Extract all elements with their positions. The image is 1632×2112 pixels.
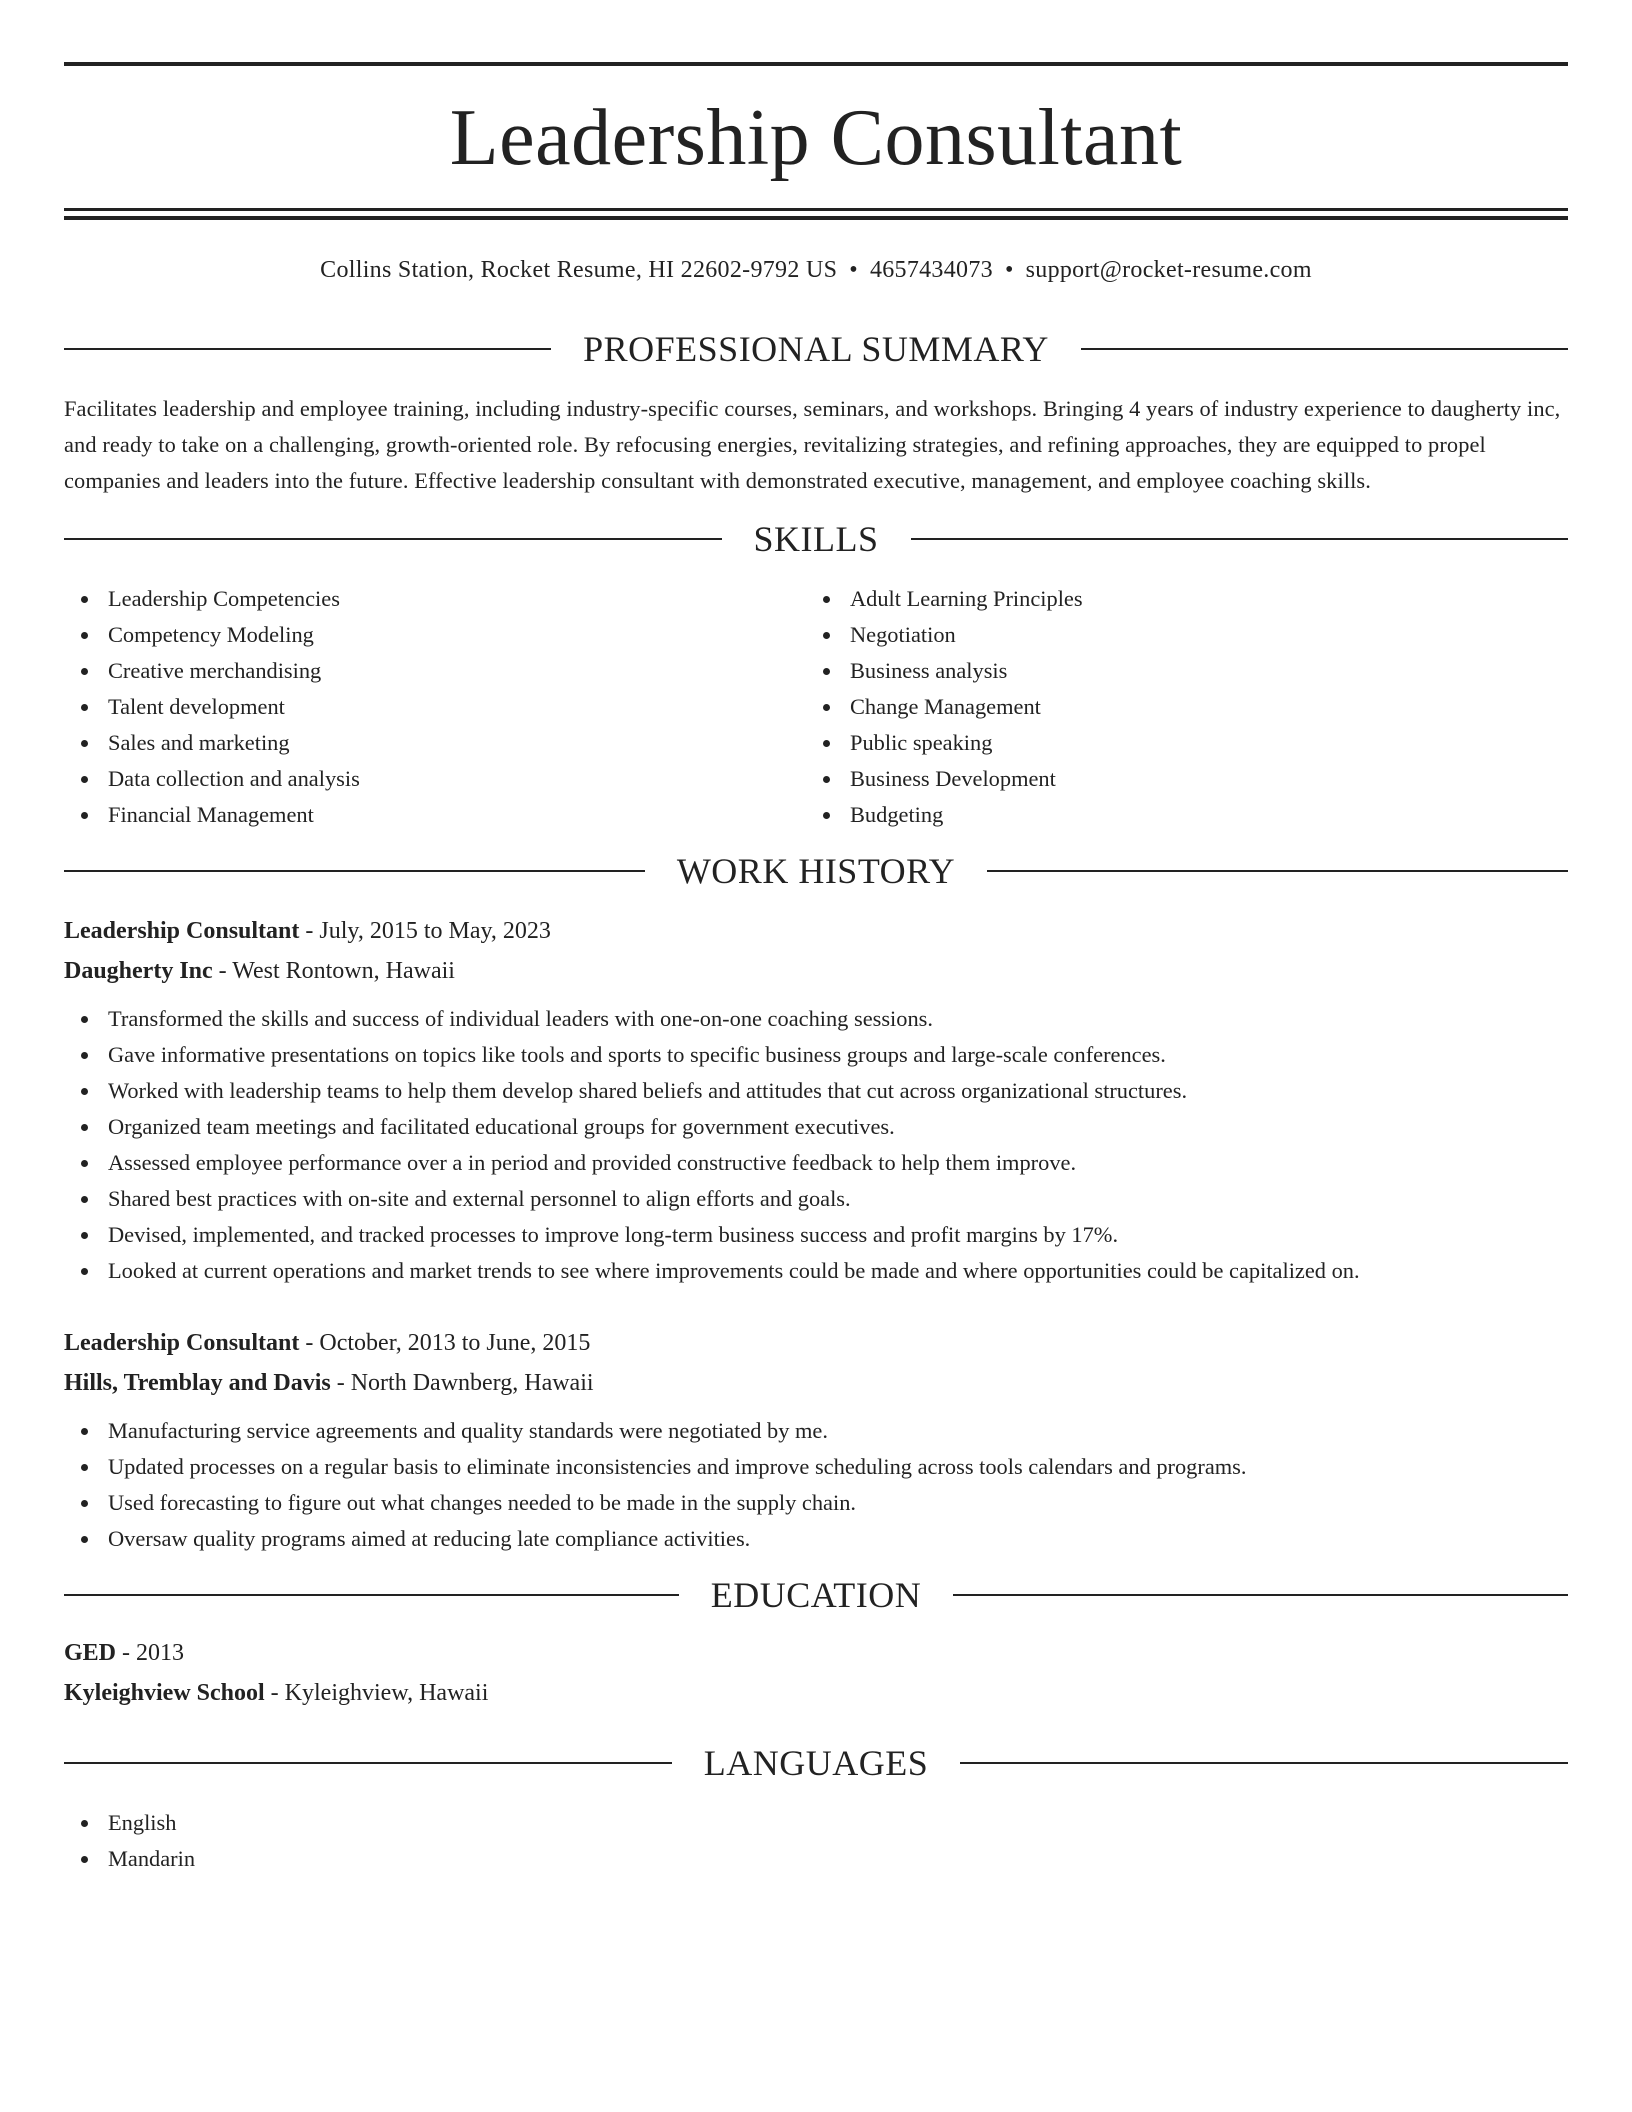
job-bullet: Worked with leadership teams to help them develop shared beliefs and attitudes that cut across organizational structures. [64,1073,1568,1109]
education-heading [64,1577,1568,1613]
contact-separator: • [849,257,858,283]
skill-item: Sales and marketing [64,725,806,761]
job-company-line [64,951,1568,991]
job-bullet: Oversaw quality programs aimed at reducing late compliance activities. [64,1521,1568,1557]
skill-item: Business analysis [806,653,1568,689]
job-bullet: Looked at current operations and market trends to see where improvements could be made and where opportunities could be capitalized on. [64,1253,1568,1289]
job-title-line [64,1323,1568,1363]
skills-heading [64,521,1568,557]
contact-email: support@rocket-resume.com [1025,257,1312,283]
summary-text: Facilitates leadership and employee training, including industry-specific courses, seminars, and workshops. Bringing 4 years of industry experience to daugherty inc, and ready to take on a challenging, growth-oriented role. By refocusing energies, revitalizing strategies, and refining approaches, they are equipped to propel companies and leaders into the future. Effective leadership consultant with demonstrated executive, management, and employee coaching skills. [64,396,1561,493]
skill-item: Budgeting [806,797,1568,833]
education-year: - 2013 [116,1640,185,1666]
summary-title: PROFESSIONAL SUMMARY [583,329,1049,369]
education-title: EDUCATION [710,1575,922,1615]
job-company-line [64,1363,1568,1403]
resume-page [64,62,1568,1877]
contact-line [64,257,1568,287]
job-role: Leadership Consultant [64,918,300,944]
skills-title: SKILLS [753,519,879,559]
contact-phone: 4657434073 [869,257,993,283]
job-bullet: Manufacturing service agreements and quality standards were negotiated by me. [64,1413,1568,1449]
job-dates: - July, 2015 to May, 2023 [299,918,551,944]
work-title: WORK HISTORY [676,851,956,891]
contact-separator: • [1004,257,1014,283]
job-bullets [64,1413,1568,1557]
skill-item: Creative merchandising [64,653,806,689]
job-bullet: Used forecasting to figure out what changes needed to be made in the supply chain. [64,1485,1568,1521]
languages-heading [64,1745,1568,1781]
education-degree: GED [64,1640,117,1666]
job-company: Daugherty Inc [64,958,213,984]
skill-item: Change Management [806,689,1568,725]
language-item: Mandarin [64,1841,1568,1877]
job-bullet: Updated processes on a regular basis to eliminate inconsistencies and improve scheduling across tools calendars and programs. [64,1449,1568,1485]
job-bullet: Shared best practices with on-site and external personnel to align efforts and goals. [64,1181,1568,1217]
candidate-name: Leadership Consultant [449,94,1183,182]
summary-heading [64,331,1568,367]
skill-item: Leadership Competencies [64,581,806,617]
skill-item: Financial Management [64,797,806,833]
job-bullet: Organized team meetings and facilitated educational groups for government executives. [64,1109,1568,1145]
skill-item: Business Development [806,761,1568,797]
languages-title: LANGUAGES [703,1743,929,1783]
job-bullet: Devised, implemented, and tracked processes to improve long-term business success and profit margins by 17%. [64,1217,1568,1253]
language-item: English [64,1805,1568,1841]
skill-item: Data collection and analysis [64,761,806,797]
job-entry [64,911,1568,1289]
header-double-rule [64,208,1568,220]
skill-item: Negotiation [806,617,1568,653]
job-dates: - October, 2013 to June, 2015 [299,1330,591,1356]
job-location: - West Rontown, Hawaii [212,958,455,984]
work-heading [64,853,1568,889]
contact-address: Collins Station, Rocket Resume, HI 22602-9792 US [320,257,838,283]
skill-item: Talent development [64,689,806,725]
skill-item: Public speaking [806,725,1568,761]
education-entry [64,1633,1568,1713]
skills-list [64,581,1568,833]
job-company: Hills, Tremblay and Davis [64,1370,331,1396]
education-school-line [64,1673,1568,1713]
job-bullet: Transformed the skills and success of individual leaders with one-on-one coaching sessions. [64,1001,1568,1037]
job-title-line [64,911,1568,951]
job-location: - North Dawnberg, Hawaii [330,1370,594,1396]
job-entry [64,1323,1568,1557]
skills-column-right [806,581,1568,833]
education-school: Kyleighview School [64,1680,265,1706]
education-degree-line [64,1633,1568,1673]
skill-item: Competency Modeling [64,617,806,653]
job-bullets [64,1001,1568,1289]
job-bullet: Assessed employee performance over a in period and provided constructive feedback to help them improve. [64,1145,1568,1181]
skills-column-left [64,581,806,833]
skill-item: Adult Learning Principles [806,581,1568,617]
job-role: Leadership Consultant [64,1330,300,1356]
education-location: - Kyleighview, Hawaii [264,1680,489,1706]
job-bullet: Gave informative presentations on topics like tools and sports to specific business groups and large-scale conferences. [64,1037,1568,1073]
languages-list [64,1805,1568,1877]
